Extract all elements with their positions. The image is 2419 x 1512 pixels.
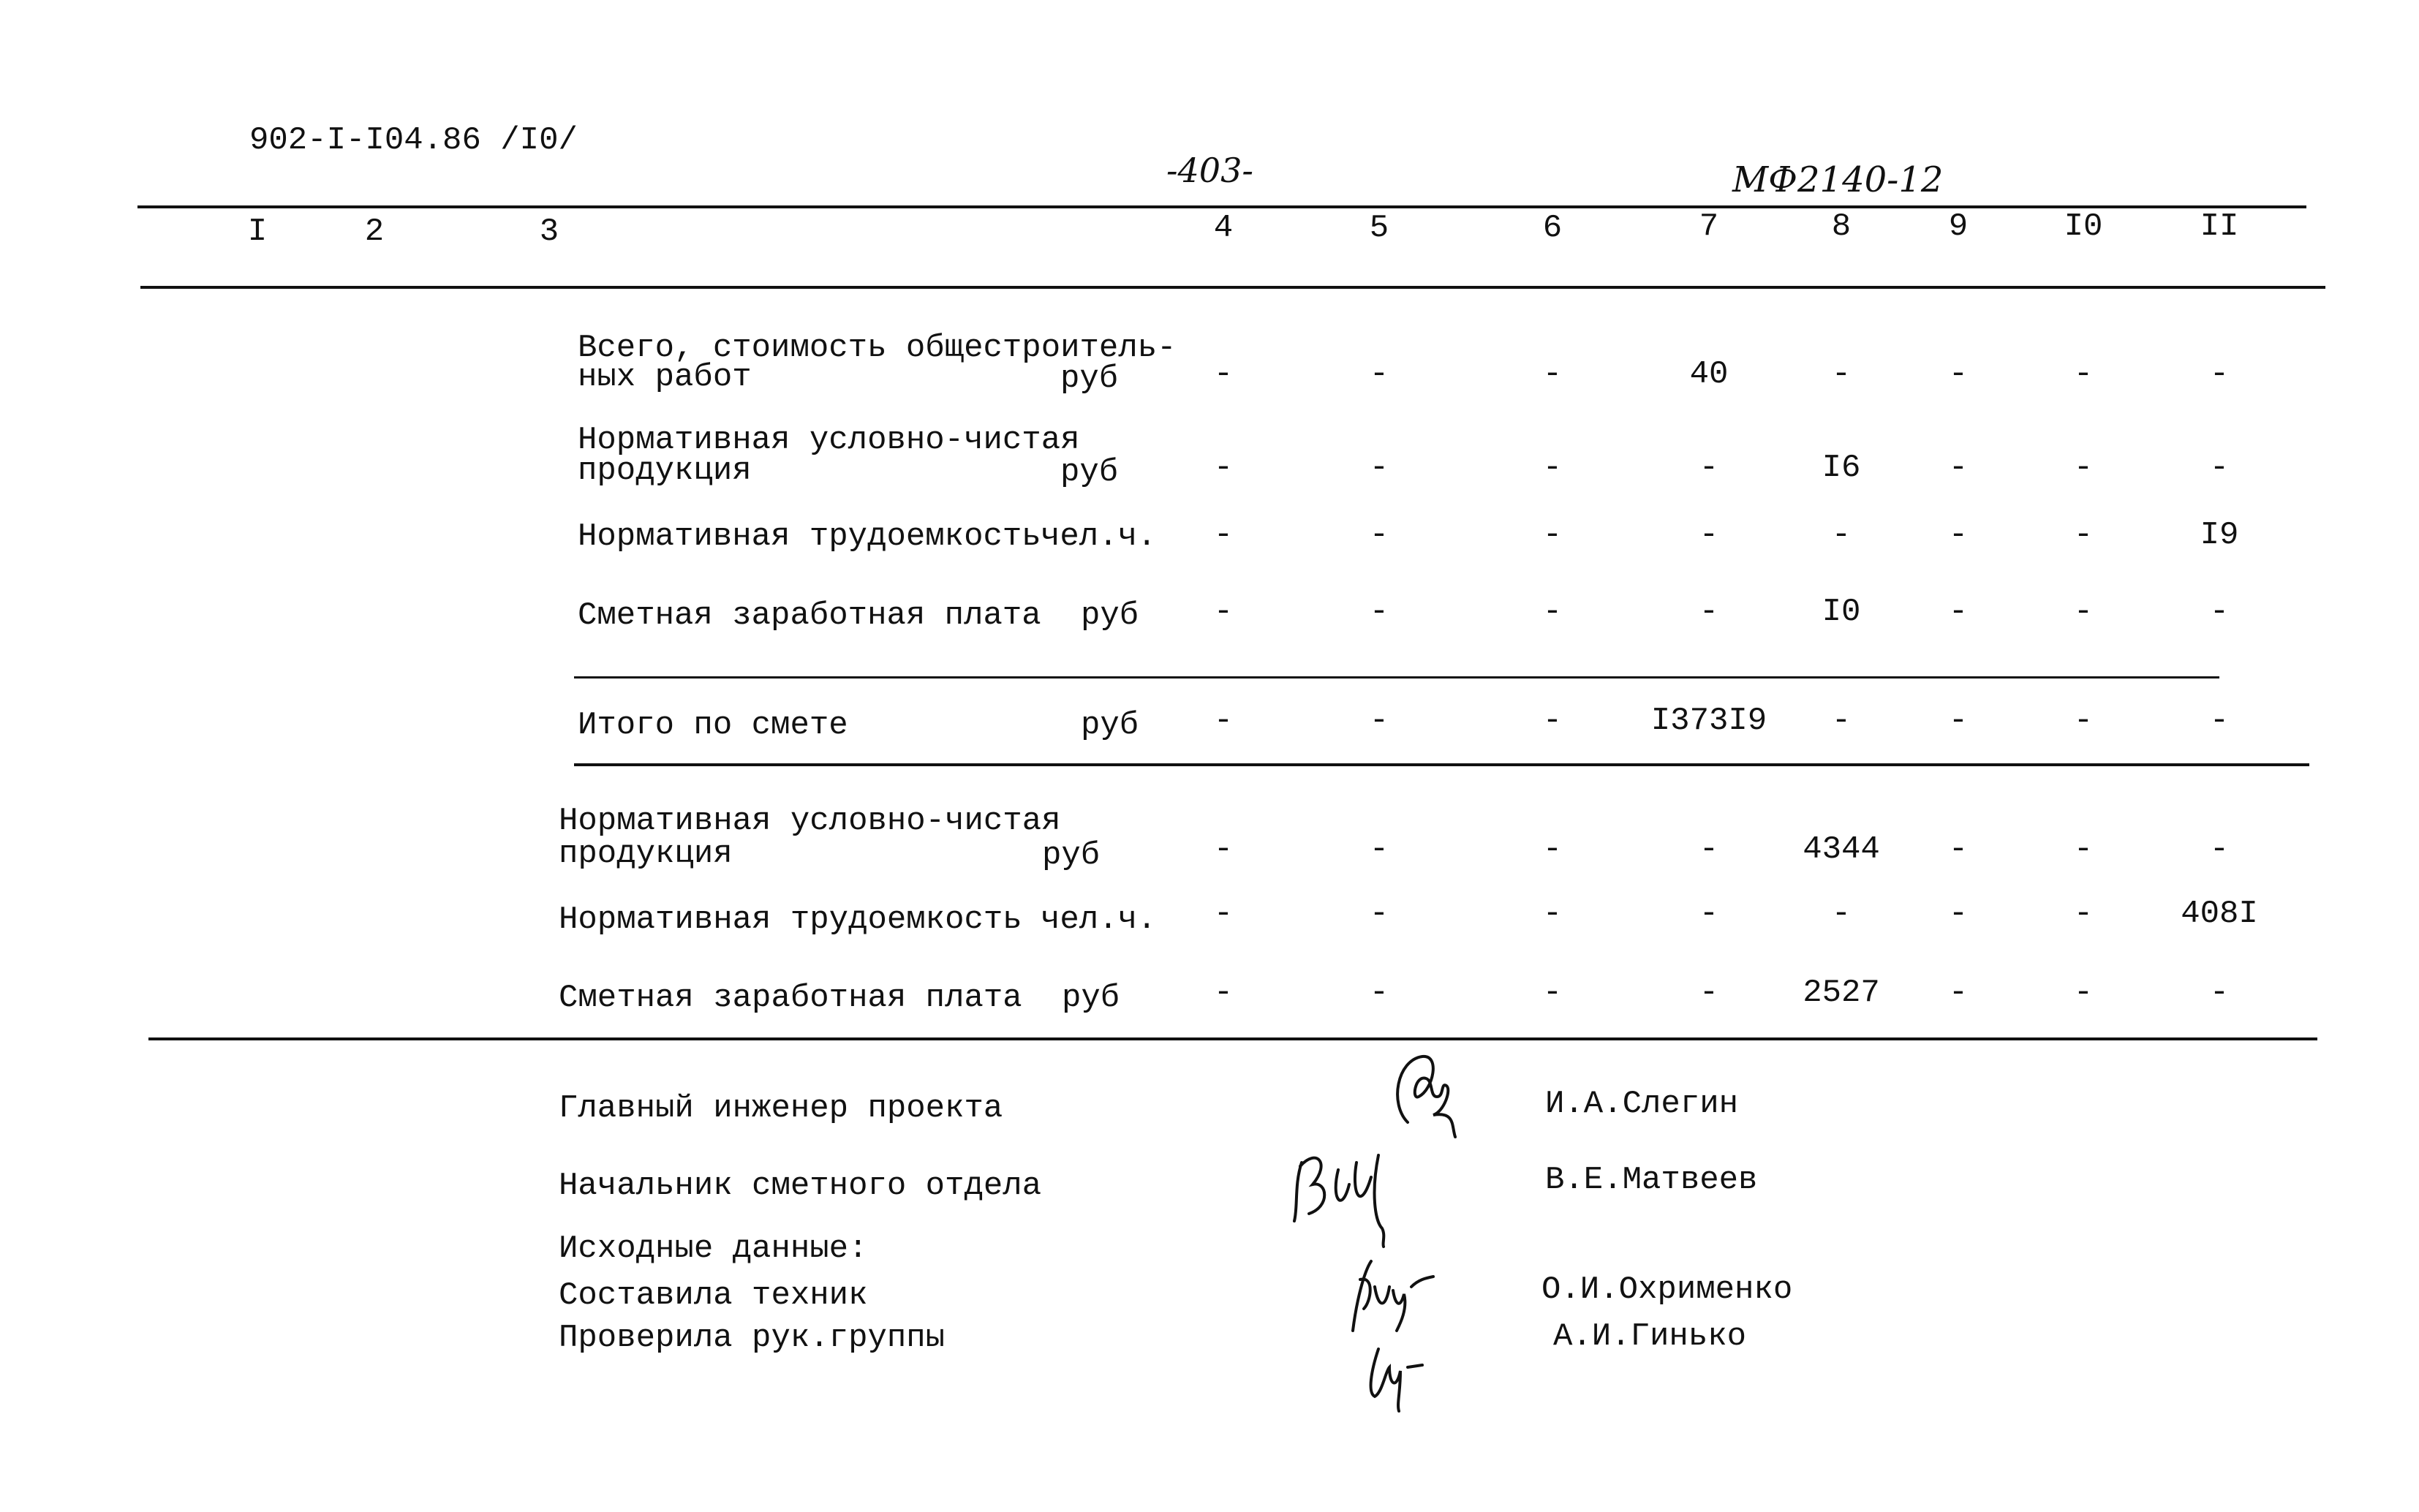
cell-value: - [1699, 896, 1719, 932]
column-number: II [2200, 208, 2239, 245]
cell-value: - [1542, 450, 1563, 486]
cell-value: - [1542, 975, 1563, 1011]
cell-value: - [1213, 594, 1234, 630]
cell-value: - [1542, 594, 1563, 630]
cell-value: - [1213, 896, 1234, 932]
column-number: 2 [364, 213, 385, 250]
column-number: 9 [1948, 208, 1969, 245]
cell-value: - [1369, 517, 1389, 553]
cell-value: - [1948, 356, 1969, 393]
cell-value: I0 [1822, 594, 1861, 630]
row-unit: чел.ч. [1041, 901, 1157, 938]
row-unit: руб [1060, 360, 1119, 397]
cell-value: 40 [1689, 356, 1729, 393]
cell-value: 4344 [1803, 831, 1880, 868]
column-number: 5 [1369, 210, 1389, 246]
cell-value: I9 [2200, 517, 2239, 553]
cell-value: - [1369, 703, 1389, 739]
cell-value: I373I9 [1650, 703, 1767, 739]
cell-value: - [1369, 356, 1389, 393]
signature-checked-by [1356, 1342, 1444, 1415]
cell-value: - [1369, 975, 1389, 1011]
row-unit: руб [1062, 980, 1120, 1016]
row-label: Сметная заработная плата [578, 597, 1041, 634]
cell-value: - [1369, 896, 1389, 932]
total-bottom-rule [574, 763, 2309, 766]
cell-value: - [1948, 594, 1969, 630]
cell-value: - [1213, 703, 1234, 739]
row-label: продукция [578, 453, 752, 489]
signature-chief-engineer [1382, 1046, 1470, 1141]
row-label: Сметная заработная плата [559, 980, 1022, 1016]
cell-value: - [1948, 703, 1969, 739]
handwritten-reference: МФ2140-12 [1732, 159, 1944, 200]
document-code: 902-I-I04.86 /I0/ [249, 122, 578, 159]
signature-compiled-by [1331, 1258, 1477, 1338]
cell-value: - [1699, 450, 1719, 486]
cell-value: - [1831, 517, 1852, 553]
row-unit: руб [1060, 454, 1119, 491]
row-label: Нормативная условно-чистая [559, 803, 1061, 839]
cell-value: - [1948, 517, 1969, 553]
cell-value: - [2073, 517, 2094, 553]
column-number: I [247, 213, 268, 250]
checked-by-name: А.И.Гинько [1553, 1318, 1747, 1355]
cell-value: - [1831, 896, 1852, 932]
column-number: 4 [1213, 210, 1234, 246]
cell-value: - [2209, 831, 2230, 868]
cell-value: - [1948, 896, 1969, 932]
cell-value: - [1948, 450, 1969, 486]
cell-value: - [1213, 975, 1234, 1011]
cell-value: I6 [1822, 450, 1861, 486]
column-number: 6 [1542, 210, 1563, 246]
compiled-by-title: Составила техник [559, 1277, 868, 1314]
row-unit: руб [1081, 597, 1139, 634]
source-data-label: Исходные данные: [559, 1231, 868, 1267]
cell-value: - [2073, 703, 2094, 739]
cell-value: - [1542, 356, 1563, 393]
checked-by-title: Проверила рук.группы [559, 1320, 946, 1356]
cell-value: - [1369, 594, 1389, 630]
cell-value: - [1699, 831, 1719, 868]
row-label: продукция [559, 836, 733, 872]
header-bottom-rule [140, 286, 2325, 289]
cell-value: - [2209, 703, 2230, 739]
cell-value: - [1542, 831, 1563, 868]
cell-value: - [1213, 831, 1234, 868]
row-label: Нормативная трудоемкость [578, 518, 1041, 555]
cell-value: - [1542, 896, 1563, 932]
row-label: ных работ [578, 359, 752, 396]
cell-value: - [1542, 517, 1563, 553]
table-top-rule [137, 205, 2306, 208]
cell-value: - [2209, 356, 2230, 393]
row-unit: руб [1042, 837, 1101, 874]
cell-value: - [1699, 975, 1719, 1011]
cell-value: - [2209, 450, 2230, 486]
row-label: Нормативная трудоемкость [559, 901, 1022, 938]
cell-value: - [1213, 517, 1234, 553]
chief-engineer-title: Главный инженер проекта [559, 1090, 1003, 1127]
cell-value: - [2073, 975, 2094, 1011]
cell-value: - [2073, 356, 2094, 393]
cell-value: - [1699, 517, 1719, 553]
cell-value: - [2073, 450, 2094, 486]
cell-value: - [2073, 831, 2094, 868]
cell-value: 2527 [1803, 975, 1880, 1011]
cell-value: - [1213, 450, 1234, 486]
column-number: 3 [539, 213, 559, 250]
signature-estimates-head [1287, 1141, 1448, 1250]
estimates-head-title: Начальник сметного отдела [559, 1168, 1042, 1204]
row-label: Всего, стоимость общестроитель- [578, 330, 1177, 366]
column-number: 8 [1831, 208, 1852, 245]
cell-value: - [1369, 450, 1389, 486]
subtotal-rule [574, 676, 2219, 678]
column-number: I0 [2064, 208, 2103, 245]
total-unit: руб [1081, 707, 1139, 744]
column-number: 7 [1699, 208, 1719, 245]
total-label: Итого по смете [578, 707, 848, 744]
cell-value: - [2073, 594, 2094, 630]
cell-value: - [2209, 594, 2230, 630]
cell-value: - [2073, 896, 2094, 932]
table-bottom-rule [148, 1037, 2317, 1040]
cell-value: - [1948, 831, 1969, 868]
cell-value: - [1699, 594, 1719, 630]
cell-value: - [1831, 356, 1852, 393]
row-unit: чел.ч. [1041, 518, 1157, 555]
page-number: -403- [1166, 151, 1253, 190]
estimates-head-name: В.Е.Матвеев [1545, 1162, 1758, 1198]
row-label: Нормативная условно-чистая [578, 422, 1080, 458]
cell-value: - [1948, 975, 1969, 1011]
cell-value: - [1369, 831, 1389, 868]
cell-value: - [1213, 356, 1234, 393]
chief-engineer-name: И.А.Слегин [1545, 1086, 1739, 1122]
cell-value: - [1831, 703, 1852, 739]
cell-value: - [2209, 975, 2230, 1011]
cell-value: - [1542, 703, 1563, 739]
compiled-by-name: О.И.Охрименко [1541, 1271, 1793, 1308]
cell-value: 408I [2181, 896, 2258, 932]
